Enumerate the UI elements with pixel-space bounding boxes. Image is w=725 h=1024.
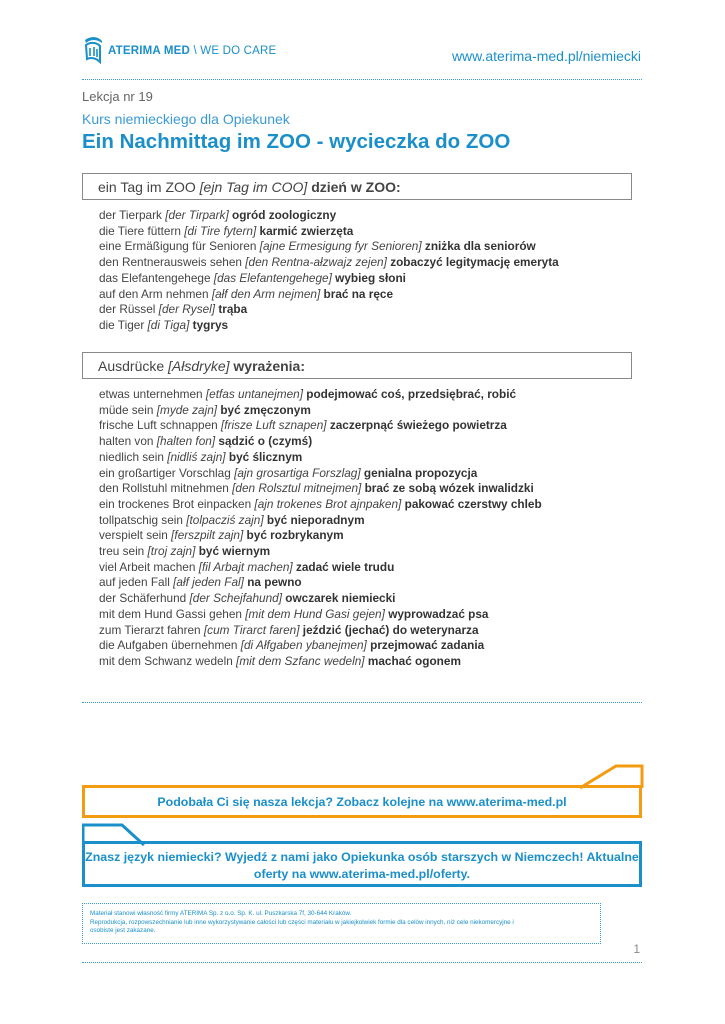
vocab-german: zum Tierarzt fahren: [99, 622, 201, 637]
logo-brand: ATERIMA MED: [108, 45, 191, 57]
vocab-polish: wyprowadzać psa: [388, 606, 489, 621]
vocab-polish: zadać wiele trudu: [295, 559, 395, 574]
vocab-german: niedlich sein: [99, 449, 164, 464]
copyright-line3: osobiste jest zakazane.: [90, 927, 156, 935]
vocab-german: halten von: [99, 434, 154, 449]
vocab-pronunciation: [ferszpilt zajn]: [171, 528, 244, 543]
vocab-row: [99, 208, 559, 224]
copyright-notice: [82, 903, 601, 944]
vocab-pronunciation: [ajn grosartiga Forszlag]: [234, 465, 361, 480]
vocab-german: etwas unternehmen: [99, 387, 203, 401]
vocab-polish: genialna propozycja: [363, 465, 478, 480]
vocab-polish: zobaczyć legitymację emeryta: [390, 255, 559, 270]
vocab-german: treu sein: [99, 544, 145, 559]
vocab-row: [99, 466, 542, 482]
vocab-row: [99, 623, 542, 639]
lesson-number: Lekcja nr 19: [82, 89, 153, 104]
vocab-polish: jeździć (jechać) do weterynarza: [302, 622, 479, 637]
vocab-pronunciation: [halten fon]: [156, 434, 216, 449]
logo-icon: [82, 36, 104, 66]
vocab-german: mit dem Hund Gassi gehen: [99, 606, 242, 621]
vocab-polish: trąba: [218, 302, 248, 317]
vocab-polish: zniżka dla seniorów: [424, 239, 536, 254]
vocab-pronunciation: [mit dem Szfanc wedeln]: [236, 653, 365, 668]
vocab-polish: wybieg słoni: [335, 270, 406, 285]
vocab-german: der Tierpark: [99, 208, 162, 222]
vocab-pronunciation: [ajne Ermesigung fyr Senioren]: [259, 239, 422, 254]
vocab-polish: być wiernym: [198, 544, 271, 559]
vocab-polish: być rozbrykanym: [246, 528, 344, 543]
vocab-german: müde sein: [99, 402, 154, 417]
vocab-row: [99, 418, 542, 434]
vocab-german: eine Ermäßigung für Senioren: [99, 239, 257, 254]
vocab-row: [99, 575, 542, 591]
vocab-row: [99, 255, 559, 271]
vocab-german: auf jeden Fall: [99, 575, 170, 590]
vocab-polish: brać ze sobą wózek inwalidzki: [364, 481, 534, 496]
section2-header-box: [82, 352, 632, 379]
vocab-german: die Aufgaben übernehmen: [99, 638, 238, 653]
vocab-row: [99, 544, 542, 560]
vocab-pronunciation: [nidliś zajn]: [167, 449, 226, 464]
vocab-pronunciation: [troj zajn]: [147, 544, 196, 559]
vocab-polish: pakować czerstwy chleb: [404, 496, 542, 511]
content-divider: [82, 702, 642, 703]
vocab-german: den Rentnerausweis sehen: [99, 255, 242, 270]
vocab-pronunciation: [di Tiga]: [147, 317, 190, 332]
section1-pronunciation: [ejn Tag im COO]: [199, 179, 308, 195]
vocab-german: die Tiere füttern: [99, 223, 181, 238]
vocab-german: ein trockenes Brot einpacken: [99, 496, 252, 511]
vocab-pronunciation: [der Rysel]: [158, 302, 216, 317]
vocab-polish: brać na ręce: [323, 286, 394, 301]
vocab-row: [99, 224, 559, 240]
vocab-pronunciation: [frisze Luft sznapen]: [220, 418, 327, 433]
vocab-pronunciation: [etfas untanejmen]: [205, 387, 303, 401]
vocab-german: das Elefantengehege: [99, 270, 211, 285]
vocab-row: [99, 434, 542, 450]
vocab-row: [99, 387, 542, 403]
vocab-pronunciation: [der Schejfahund]: [189, 591, 282, 606]
vocab-row: [99, 638, 542, 654]
vocab-polish: być ślicznym: [228, 449, 303, 464]
vocab-pronunciation: [der Tirpark]: [165, 208, 229, 222]
vocab-german: mit dem Schwanz wedeln: [99, 653, 233, 668]
vocab-polish: podejmować coś, przedsiębrać, robić: [306, 387, 517, 401]
vocab-pronunciation: [den Rentna-ałzwajz zejen]: [245, 255, 387, 270]
vocab-german: der Rüssel: [99, 302, 156, 317]
section2-pronunciation: [Ałsdryke]: [168, 358, 230, 374]
vocab-pronunciation: [tolpacziś zajn]: [186, 512, 264, 527]
section1-polish: dzień w ZOO:: [311, 179, 401, 195]
page-title: Ein Nachmittag im ZOO - wycieczka do ZOO: [82, 130, 511, 153]
vocab-german: auf den Arm nehmen: [99, 286, 209, 301]
vocab-row: [99, 528, 542, 544]
vocab-row: [99, 403, 542, 419]
logo: [82, 34, 276, 68]
vocab-german: verspielt sein: [99, 528, 168, 543]
vocab-row: [99, 318, 559, 334]
vocab-pronunciation: [fil Arbajt machen]: [198, 559, 293, 574]
vocab-row: [99, 607, 542, 623]
section2-header: [98, 358, 305, 374]
vocab-pronunciation: [di Ałfgaben ybanejmen]: [240, 638, 367, 653]
copyright-line2: Reprodukcja, rozpowszechnianie lub inne wykorzystywanie całości lub części materiału w jakiejkolwiek formie dla celów innych, niż cele niekomercyjne i: [90, 918, 514, 926]
section1-header-box: [82, 173, 632, 200]
vocab-german: viel Arbeit machen: [99, 559, 196, 574]
vocab-pronunciation: [den Rolsztul mitnejmen]: [232, 481, 362, 496]
vocab-pronunciation: [mit dem Hund Gasi gejen]: [245, 606, 385, 621]
vocab-polish: ogród zoologiczny: [232, 208, 337, 222]
vocab-row: [99, 513, 542, 529]
section2-vocab-list: [99, 387, 542, 670]
vocab-pronunciation: [ałf jeden Fal]: [173, 575, 244, 590]
vocab-row: [99, 302, 559, 318]
vocab-german: frische Luft schnappen: [99, 418, 218, 433]
section1-vocab-list: [99, 208, 559, 334]
vocab-pronunciation: [ajn trokenes Brot ajnpaken]: [254, 496, 402, 511]
promo-lessons-text: Podobała Ci się nasza lekcja? Zobacz kolejne na www.aterima-med.pl: [157, 795, 567, 809]
section2-polish: wyrażenia:: [233, 358, 305, 374]
promo-offers-line2: oferty na www.aterima-med.pl/oferty.: [253, 867, 471, 881]
course-name: Kurs niemieckiego dla Opiekunek: [82, 111, 290, 127]
logo-tagline: WE DO CARE: [200, 45, 277, 57]
vocab-polish: karmić zwierzęta: [259, 223, 354, 238]
vocab-row: [99, 481, 542, 497]
header-divider: [82, 79, 642, 80]
vocab-pronunciation: [di Tire fytern]: [184, 223, 257, 238]
vocab-row: [99, 497, 542, 513]
vocab-polish: na pewno: [247, 575, 302, 590]
vocab-german: der Schäferhund: [99, 591, 187, 606]
promo-lessons-bubble[interactable]: [82, 785, 642, 818]
vocab-polish: zaczerpnąć świeżego powietrza: [329, 418, 507, 433]
vocab-polish: owczarek niemiecki: [285, 591, 396, 606]
section1-german: ein Tag im ZOO: [98, 179, 196, 195]
vocab-pronunciation: [das Elefantengehege]: [213, 270, 332, 285]
footer-divider: [82, 962, 642, 963]
logo-separator: \: [193, 45, 197, 57]
vocab-polish: tygrys: [192, 317, 229, 332]
vocab-row: [99, 654, 542, 670]
vocab-row: [99, 287, 559, 303]
vocab-polish: sądzić o (czymś): [218, 434, 313, 449]
vocab-pronunciation: [myde zajn]: [156, 402, 218, 417]
vocab-row: [99, 560, 542, 576]
promo-offers-line1: Znasz język niemiecki? Wyjedź z nami jako Opiekunka osób starszych w Niemczech! Aktualne: [85, 850, 639, 864]
copyright-line1: Materiał stanowi własność firmy ATERIMA Sp. z o.o. Sp. K. ul. Puszkarska 7f, 30-644 Kraków.: [90, 910, 352, 917]
site-url-link[interactable]: www.aterima-med.pl/niemiecki: [451, 48, 641, 64]
vocab-row: [99, 591, 542, 607]
vocab-row: [99, 271, 559, 287]
vocab-german: den Rollstuhl mitnehmen: [99, 481, 229, 496]
vocab-german: tollpatschig sein: [99, 512, 183, 527]
vocab-polish: być zmęczonym: [220, 402, 311, 417]
section2-german: Ausdrücke: [98, 358, 165, 374]
vocab-german: ein großartiger Vorschlag: [99, 465, 231, 480]
vocab-polish: przejmować zadania: [370, 638, 485, 653]
vocab-german: die Tiger: [99, 317, 145, 332]
vocab-row: [99, 450, 542, 466]
section1-header: [98, 179, 401, 195]
vocab-row: [99, 239, 559, 255]
promo-offers-bubble[interactable]: [82, 841, 642, 887]
vocab-polish: machać ogonem: [367, 653, 461, 668]
vocab-polish: być nieporadnym: [266, 512, 365, 527]
page-number: 1: [633, 942, 640, 956]
vocab-pronunciation: [cum Tirarct faren]: [203, 622, 300, 637]
vocab-pronunciation: [ałf den Arm nejmen]: [211, 286, 321, 301]
